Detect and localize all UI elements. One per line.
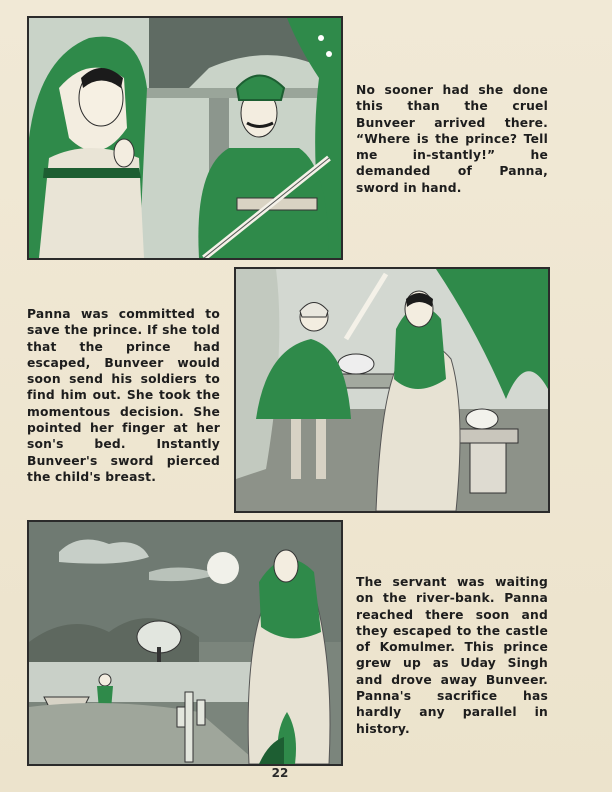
- panel-1-illustration: [27, 16, 343, 260]
- bunveer-strikes-drawing: [236, 269, 548, 511]
- panel-3-caption: The servant was waiting on the river-bank. Panna reached there soon and they escaped to the castle of Komulmer. This prince grew up as Uday Singh and drove away Bunveer. Panna's sacrifice has hardly any parallel in history.: [356, 575, 548, 736]
- panel-3-illustration: [27, 520, 343, 766]
- page-number: 22: [271, 766, 289, 780]
- panel-2-caption: Panna was committed to save the prince. If she told that the prince had escaped, Bunveer would soon send his soldiers to find him out. She took the momentous decision. She pointed her finger at her son's bed. Instantly Bunveer's sword pierced the child's breast.: [27, 307, 220, 484]
- river-bank-moonlight-drawing: [29, 522, 341, 764]
- panna-and-bunveer-drawing: [29, 18, 341, 258]
- panel-1-caption: No sooner had she done this than the cruel Bunveer arrived there. “Where is the prince? Tell me in-stantly!” he demanded of Panna, sword in hand.: [356, 83, 548, 195]
- panel-2-illustration: [234, 267, 550, 513]
